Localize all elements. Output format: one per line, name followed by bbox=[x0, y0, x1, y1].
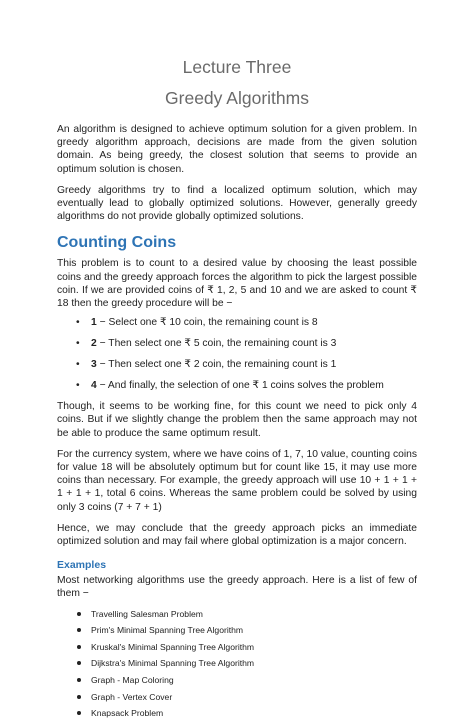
section-heading-counting-coins: Counting Coins bbox=[57, 234, 177, 252]
algorithm-name: Prim's Minimal Spanning Tree Algorithm bbox=[91, 625, 244, 636]
intro-paragraph-1: An algorithm is designed to achieve optimum solution for a given problem. In greedy algorithm approach, decisions are made from the given solution domain. As being greedy, the closest solution that seems to provide an optimum solution is chosen. bbox=[57, 124, 417, 175]
counting-paragraph-3: For the currency system, where we have coins of 1, 7, 10 value, counting coins for value 18 will be absolutely optimum but for count like 15, it may use more coins than necessary. For example, the greedy approach will use 10 + 1 + 1 + 1 + 1 + 1, total 6 coins. Whereas the same problem could be solved by using only 3 coins (7 + 7 + 1) bbox=[57, 448, 417, 513]
list-item bbox=[77, 609, 417, 620]
algorithm-name: Graph - Vertex Cover bbox=[91, 691, 173, 702]
bullet-icon bbox=[77, 661, 81, 665]
step-number: 1 bbox=[91, 317, 97, 329]
bullet-icon: • bbox=[76, 317, 80, 329]
algorithm-name: Graph - Map Coloring bbox=[91, 675, 174, 686]
list-item bbox=[76, 358, 417, 371]
list-item bbox=[77, 692, 417, 703]
section-heading-examples: Examples bbox=[57, 559, 107, 572]
list-item bbox=[76, 337, 417, 350]
bullet-icon: • bbox=[76, 359, 80, 371]
step-number: 4 bbox=[91, 380, 97, 392]
bullet-icon: • bbox=[76, 380, 80, 392]
step-number: 3 bbox=[91, 359, 97, 371]
list-item bbox=[77, 675, 417, 686]
page-subtitle: Greedy Algorithms bbox=[165, 88, 309, 108]
step-text: − Then select one ₹ 5 coin, the remaining count is 3 bbox=[96, 338, 337, 350]
page-title: Lecture Three bbox=[182, 57, 292, 77]
list-item bbox=[76, 379, 417, 392]
bullet-icon bbox=[77, 645, 81, 649]
list-item bbox=[77, 625, 417, 636]
counting-paragraph-4: Hence, we may conclude that the greedy approach picks an immediate optimized solution and may fail where global optimization is a major concern. bbox=[57, 522, 417, 548]
step-number: 2 bbox=[91, 338, 97, 350]
algorithm-name: Dijkstra's Minimal Spanning Tree Algorithm bbox=[91, 658, 255, 669]
bullet-icon bbox=[77, 695, 81, 699]
coin-steps-list bbox=[57, 316, 417, 392]
step-text: − Select one ₹ 10 coin, the remaining count is 8 bbox=[96, 317, 318, 329]
list-item bbox=[77, 642, 417, 653]
counting-paragraph-1: This problem is to count to a desired value by choosing the least possible coins and the greedy approach forces the algorithm to pick the largest possible coin. If we are provided coins of ₹ 1, 2, 5 and 10 and we are asked to count ₹ 18 then the greedy procedure will be − bbox=[57, 258, 417, 310]
bullet-icon bbox=[77, 678, 81, 682]
algorithm-list bbox=[57, 609, 417, 719]
bullet-icon: • bbox=[76, 338, 80, 350]
list-item bbox=[76, 316, 417, 329]
bullet-icon bbox=[77, 612, 81, 616]
list-item bbox=[77, 708, 417, 719]
step-text: − Then select one ₹ 2 coin, the remaining count is 1 bbox=[96, 359, 337, 371]
step-text: − And finally, the selection of one ₹ 1 coins solves the problem bbox=[96, 380, 384, 392]
algorithm-name: Knapsack Problem bbox=[91, 708, 164, 719]
bullet-icon bbox=[77, 711, 81, 715]
examples-intro: Most networking algorithms use the greedy approach. Here is a list of few of them − bbox=[57, 575, 417, 600]
algorithm-name: Travelling Salesman Problem bbox=[91, 608, 203, 619]
list-item bbox=[77, 658, 417, 669]
intro-paragraph-2: Greedy algorithms try to find a localized optimum solution, which may eventually lead to globally optimized solutions. However, generally greedy algorithms do not provide globally optimized solutions. bbox=[57, 184, 417, 223]
algorithm-name: Kruskal's Minimal Spanning Tree Algorithm bbox=[91, 641, 255, 652]
counting-paragraph-2: Though, it seems to be working fine, for this count we need to pick only 4 coins. But if we slightly change the problem then the same approach may not be able to produce the same optimum result. bbox=[57, 401, 417, 439]
